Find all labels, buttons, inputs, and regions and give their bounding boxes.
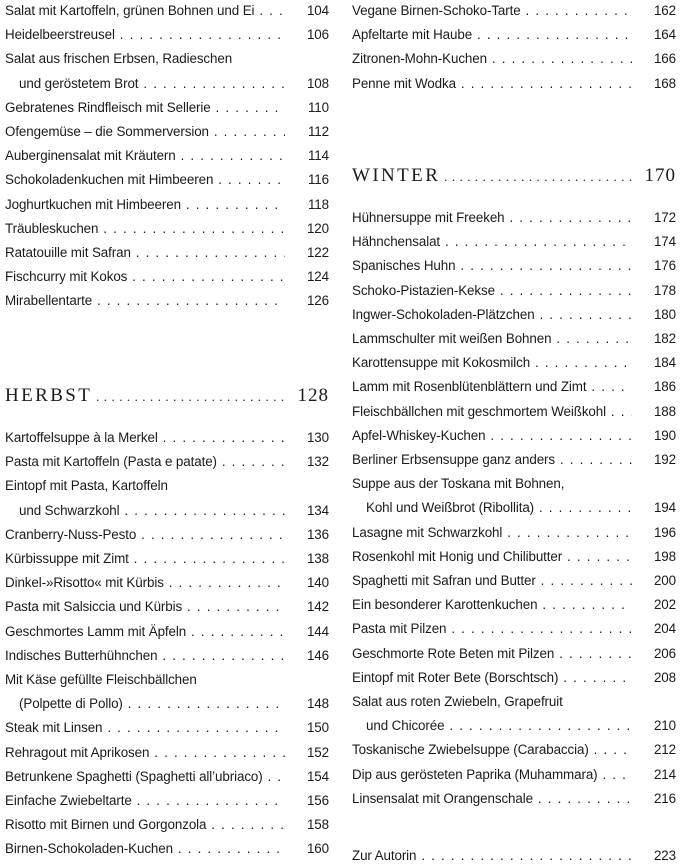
toc-entry-title: Pasta mit Kartoffeln (Pasta e patate) . . . xyxy=(5,452,285,472)
toc-entry-page: 184 xyxy=(653,355,676,371)
toc-entry-title: Ein besonderer Karottenkuchen . . . xyxy=(352,595,632,615)
toc-entry[interactable] xyxy=(352,789,676,809)
toc-entry[interactable] xyxy=(5,767,329,787)
toc-entry[interactable] xyxy=(5,146,329,166)
toc-entry-first-line[interactable]: Eintopf mit Pasta, Kartoffeln xyxy=(5,478,168,494)
toc-entry-title: und geröstetem Brot . . . xyxy=(5,74,285,94)
toc-entry-page: 156 xyxy=(306,793,329,808)
toc-entry-page: 134 xyxy=(306,502,329,518)
toc-entry-title: Birnen-Schokoladen-Kuchen . . . xyxy=(5,839,285,859)
toc-entry-page: 130 xyxy=(306,430,329,445)
toc-entry-page: 206 xyxy=(653,645,676,661)
toc-entry-page: 216 xyxy=(653,790,676,806)
toc-entry-title: Geschmortes Lamm mit Äpfeln . . . xyxy=(5,622,285,642)
toc-entry-title: Kürbissuppe mit Zimt . . . xyxy=(5,549,285,569)
toc-entry[interactable] xyxy=(5,501,329,521)
section-page-number: 170 xyxy=(644,165,676,186)
toc-entry[interactable] xyxy=(5,839,329,859)
toc-entry-title: Salat mit Kartoffeln, grünen Bohnen und Ei . . . xyxy=(5,1,285,21)
toc-entry-title: und Schwarzkohl . . . xyxy=(5,501,285,521)
toc-entry-title: Heidelbeerstreusel . . . xyxy=(5,25,285,45)
toc-entry-page: 192 xyxy=(653,452,676,467)
toc-entry-first-line[interactable]: Suppe aus der Toskana mit Bohnen, xyxy=(352,476,565,492)
toc-entry-page: 186 xyxy=(653,379,676,395)
toc-entry[interactable] xyxy=(352,402,676,422)
toc-entry[interactable] xyxy=(352,256,676,276)
toc-entry-title: Schoko-Pistazien-Kekse . . . xyxy=(352,281,632,301)
toc-entry-title: Geschmorte Rote Beten mit Pilzen . . . xyxy=(352,644,632,664)
toc-entry[interactable] xyxy=(352,377,676,397)
toc-entry-title: Pasta mit Pilzen . . . xyxy=(352,619,632,639)
toc-entry[interactable] xyxy=(5,98,329,118)
toc-entry-page: 114 xyxy=(307,148,329,164)
toc-entry-page: 212 xyxy=(653,742,676,758)
toc-entry-page: 202 xyxy=(653,597,676,613)
toc-entry-title: Spanisches Huhn . . . xyxy=(352,256,632,276)
toc-entry-title: Toskanische Zwiebelsuppe (Carabaccia) . . . xyxy=(352,740,632,760)
section-title: HERBST . . . xyxy=(5,381,285,412)
toc-entry-title: (Polpette di Pollo) . . . xyxy=(5,694,285,714)
toc-entry-page: 126 xyxy=(306,293,329,309)
toc-entry[interactable] xyxy=(352,523,676,543)
toc-entry-page: 120 xyxy=(306,220,329,236)
toc-entry[interactable] xyxy=(352,619,676,639)
toc-entry-page: 182 xyxy=(653,331,676,346)
toc-entry-page: 190 xyxy=(653,427,676,443)
toc-entry-page: 176 xyxy=(653,258,676,274)
toc-entry-page: 112 xyxy=(307,124,329,139)
toc-entry-page: 140 xyxy=(306,575,329,591)
toc-entry-title: Spaghetti mit Safran und Butter . . . xyxy=(352,571,632,591)
toc-entry[interactable] xyxy=(352,595,676,615)
toc-entry[interactable] xyxy=(352,25,676,45)
toc-entry-page: 132 xyxy=(306,454,329,470)
toc-entry[interactable] xyxy=(352,232,676,252)
toc-entry-page: 166 xyxy=(653,51,676,67)
toc-entry-title: Karottensuppe mit Kokosmilch . . . xyxy=(352,353,632,373)
toc-entry-title: Rehragout mit Aprikosen . . . xyxy=(5,743,285,763)
toc-entry[interactable] xyxy=(5,195,329,215)
toc-entry[interactable] xyxy=(352,765,676,785)
section-title: WINTER . . . xyxy=(352,161,632,192)
toc-entry-page: 204 xyxy=(653,621,676,637)
toc-entry-page: 174 xyxy=(653,234,676,250)
toc-entry-title: Einfache Zwiebeltarte . . . xyxy=(5,791,285,811)
toc-entry-page: 118 xyxy=(307,196,329,212)
toc-entry[interactable] xyxy=(352,281,676,301)
toc-entry-page: 162 xyxy=(653,3,676,18)
toc-entry[interactable] xyxy=(5,452,329,472)
toc-entry-title: Schokoladenkuchen mit Himbeeren . . . xyxy=(5,170,285,190)
toc-entry-title: Eintopf mit Roter Bete (Borschtsch) . . . xyxy=(352,668,632,688)
toc-entry[interactable] xyxy=(5,122,329,142)
toc-entry-page: 116 xyxy=(307,172,329,188)
toc-entry[interactable] xyxy=(352,498,676,518)
toc-entry-title: Lasagne mit Schwarzkohl . . . xyxy=(352,523,632,543)
toc-entry-first-line[interactable]: Salat aus frischen Erbsen, Radieschen xyxy=(5,51,233,67)
toc-entry-title: Lamm mit Rosenblütenblättern und Zimt . . . xyxy=(352,377,632,397)
toc-entry[interactable] xyxy=(352,426,676,446)
toc-entry-page: 168 xyxy=(653,75,676,91)
toc-entry-page: 122 xyxy=(306,245,329,260)
toc-entry-title: Kartoffelsuppe à la Merkel . . . xyxy=(5,428,285,448)
toc-entry[interactable] xyxy=(352,740,676,760)
toc-entry-title: Steak mit Linsen . . . xyxy=(5,718,285,738)
toc-entry[interactable] xyxy=(5,743,329,763)
toc-entry-title: Penne mit Wodka . . . xyxy=(352,74,632,94)
toc-entry-page: 172 xyxy=(653,210,676,225)
toc-entry-page: 196 xyxy=(653,524,676,540)
toc-entry-title: und Chicorée . . . xyxy=(352,716,632,736)
toc-entry[interactable] xyxy=(5,597,329,617)
toc-entry-page: 178 xyxy=(653,282,676,298)
toc-entry-page: 152 xyxy=(306,744,329,760)
toc-entry-page: 188 xyxy=(653,403,676,419)
toc-entry-title: Ingwer-Schokoladen-Plätzchen . . . xyxy=(352,305,632,325)
toc-entry[interactable] xyxy=(5,622,329,642)
toc-entry[interactable] xyxy=(5,694,329,714)
toc-entry[interactable] xyxy=(5,549,329,569)
toc-entry-page: 154 xyxy=(306,768,329,784)
toc-entry-title: Träubleskuchen . . . xyxy=(5,219,285,239)
toc-entry-title: Auberginensalat mit Kräutern . . . xyxy=(5,146,285,166)
toc-entry[interactable] xyxy=(352,329,676,349)
toc-entry-page: 160 xyxy=(306,841,329,857)
toc-entry[interactable] xyxy=(352,208,676,228)
toc-entry-page: 214 xyxy=(653,766,676,782)
toc-entry[interactable] xyxy=(352,668,676,688)
toc-entry[interactable] xyxy=(5,291,329,311)
toc-entry[interactable] xyxy=(5,573,329,593)
section-heading-herbst[interactable] xyxy=(5,381,329,411)
toc-entry-title: Kohl und Weißbrot (Ribollita) . . . xyxy=(352,498,632,518)
toc-entry[interactable] xyxy=(5,718,329,738)
toc-entry[interactable] xyxy=(5,646,329,666)
toc-entry[interactable] xyxy=(352,547,676,567)
toc-entry-title: Hühnersuppe mit Freekeh . . . xyxy=(352,208,632,228)
toc-entry-title: Cranberry-Nuss-Pesto . . . xyxy=(5,525,285,545)
toc-entry-first-line[interactable]: Mit Käse gefüllte Fleischbällchen xyxy=(5,672,197,687)
toc-entry-title: Rosenkohl mit Honig und Chilibutter . . . xyxy=(352,547,632,567)
toc-entry-title: Ofengemüse – die Sommerversion . . . xyxy=(5,122,285,142)
toc-entry-title: Dip aus gerösteten Paprika (Muhammara) . . . xyxy=(352,765,632,785)
toc-entry[interactable] xyxy=(352,450,676,470)
toc-entry[interactable] xyxy=(5,170,329,190)
toc-entry-title: Zitronen-Mohn-Kuchen . . . xyxy=(352,49,632,69)
toc-entry-page: 142 xyxy=(306,599,329,615)
toc-entry[interactable] xyxy=(5,25,329,45)
toc-entry-page: 158 xyxy=(306,817,329,833)
toc-entry-title: Apfeltarte mit Haube . . . xyxy=(352,25,632,45)
toc-entry-page: 194 xyxy=(653,500,676,516)
toc-entry[interactable] xyxy=(5,525,329,545)
toc-entry[interactable] xyxy=(5,791,329,811)
toc-entry-title: Berliner Erbsensuppe ganz anders . . . xyxy=(352,450,632,470)
toc-entry-page: 124 xyxy=(306,269,329,285)
toc-entry-title: Betrunkene Spaghetti (Spaghetti all’ubriaco) . . . xyxy=(5,767,285,787)
toc-entry-title: Apfel-Whiskey-Kuchen . . . xyxy=(352,426,632,446)
toc-entry-title: Gebratenes Rindfleisch mit Sellerie . . . xyxy=(5,98,285,118)
toc-entry-page: 148 xyxy=(306,696,329,712)
toc-entry[interactable] xyxy=(5,243,329,263)
toc-entry-page: 144 xyxy=(306,623,329,639)
toc-entry-page: 180 xyxy=(653,306,676,322)
toc-entry-title: Ratatouille mit Safran . . . xyxy=(5,243,285,263)
toc-entry[interactable] xyxy=(352,353,676,373)
toc-entry[interactable] xyxy=(352,49,676,69)
toc-entry-title: Joghurtkuchen mit Himbeeren . . . xyxy=(5,195,285,215)
section-page-number: 128 xyxy=(297,385,329,406)
toc-entry-title: Hähnchensalat . . . xyxy=(352,232,632,252)
toc-entry-page: 110 xyxy=(307,99,329,115)
toc-entry-page: 146 xyxy=(306,647,329,663)
toc-entry-page: 104 xyxy=(306,3,329,18)
toc-entry[interactable] xyxy=(352,1,676,21)
toc-entry[interactable] xyxy=(5,219,329,239)
toc-entry-page: 108 xyxy=(306,75,329,91)
toc-entry-title: Zur Autorin . . . xyxy=(352,846,632,866)
toc-entry-title: Dinkel-»Risotto« mit Kürbis . . . xyxy=(5,573,285,593)
toc-entry-page: 198 xyxy=(653,548,676,564)
toc-entry-page: 138 xyxy=(306,551,329,566)
toc-entry-title: Indisches Butterhühnchen . . . xyxy=(5,646,285,666)
toc-entry[interactable] xyxy=(5,1,329,21)
toc-entry[interactable] xyxy=(352,571,676,591)
toc-entry-title: Fleischbällchen mit geschmortem Weißkohl . . . xyxy=(352,402,632,422)
toc-entry[interactable] xyxy=(352,716,676,736)
toc-entry-title: Vegane Birnen-Schoko-Tarte . . . xyxy=(352,1,632,21)
toc-entry-title: Risotto mit Birnen und Gorgonzola . . . xyxy=(5,815,285,835)
section-heading-winter[interactable] xyxy=(352,161,676,191)
toc-entry-page: 200 xyxy=(653,573,676,588)
toc-entry-title: Fischcurry mit Kokos . . . xyxy=(5,267,285,287)
toc-entry-page: 136 xyxy=(306,526,329,542)
toc-entry[interactable] xyxy=(5,267,329,287)
toc-entry-page: 223 xyxy=(653,848,676,863)
toc-entry[interactable] xyxy=(352,644,676,664)
toc-entry-title: Lammschulter mit weißen Bohnen . . . xyxy=(352,329,632,349)
toc-entry-title: Pasta mit Salsiccia und Kürbis . . . xyxy=(5,597,285,617)
toc-entry[interactable] xyxy=(5,815,329,835)
toc-entry[interactable] xyxy=(352,74,676,94)
toc-entry[interactable] xyxy=(5,428,329,448)
toc-entry-page: 106 xyxy=(306,27,329,43)
toc-entry-title: Linsensalat mit Orangenschale . . . xyxy=(352,789,632,809)
toc-entry-first-line[interactable]: Salat aus roten Zwiebeln, Grapefruit xyxy=(352,694,563,709)
toc-entry[interactable] xyxy=(5,74,329,94)
toc-entry-page: 164 xyxy=(653,27,676,43)
toc-entry-zur-autorin[interactable] xyxy=(352,846,676,866)
toc-entry[interactable] xyxy=(352,305,676,325)
toc-entry-page: 210 xyxy=(653,718,676,734)
toc-entry-title: Mirabellentarte . . . xyxy=(5,291,285,311)
toc-entry-page: 150 xyxy=(306,720,329,736)
toc-entry-page: 208 xyxy=(653,669,676,685)
